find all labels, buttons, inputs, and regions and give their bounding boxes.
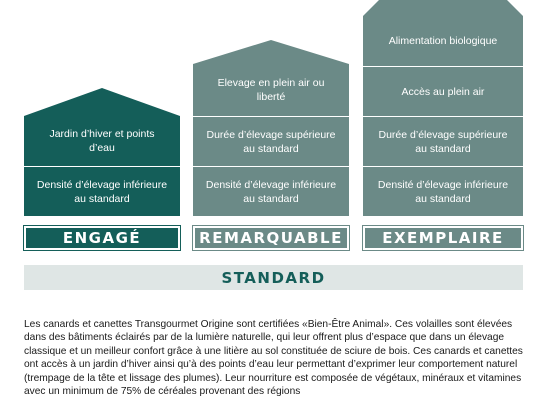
criterion-exemplaire-3 <box>363 117 523 166</box>
roof-exemplaire <box>363 0 523 16</box>
criterion-exemplaire-4 <box>363 167 523 216</box>
criterion-text: Elevage en plein air ou liberté <box>217 77 325 103</box>
criterion-remarquable-2 <box>193 117 349 166</box>
criterion-text: Accès au plein air <box>401 85 485 98</box>
criterion-engage-2 <box>24 167 180 216</box>
criterion-exemplaire-2 <box>363 67 523 116</box>
roof-engage <box>24 88 180 116</box>
roof-remarquable <box>193 40 349 64</box>
level-label-exemplaire: EXEMPLAIRE <box>363 226 523 250</box>
level-label-remarquable: REMARQUABLE <box>193 226 349 250</box>
column-exemplaire <box>363 0 523 252</box>
criterion-text: Durée d’élevage supérieure au standard <box>206 128 336 155</box>
level-label-engage: ENGAGÉ <box>24 226 180 250</box>
criterion-exemplaire-1 <box>363 16 523 66</box>
column-remarquable <box>193 0 349 252</box>
criterion-text: Alimentation biologique <box>388 35 498 47</box>
standard-bar: STANDARD <box>24 265 523 290</box>
criterion-engage-1 <box>24 116 180 166</box>
criterion-text: Durée d’élevage supérieure au standard <box>378 128 508 155</box>
criterion-remarquable-3 <box>193 167 349 216</box>
description-paragraph: Les canards et canettes Transgourmet Origine sont certifiées «Bien-Être Animal». Ces volailles sont élevées dans des bâtiments éclairés par de la lumière naturelle, qui leur offrent plus d’espace que dans un élevage classique et un meilleur confort grâce à une litière au sol constituée de sciure de bois. Ces canards et canettes ont accès à un jardin d’hiver ainsi qu’à des points d’eau leur permettant d’exprimer leur comportement naturel (trempage de la tête et lissage des plumes). Leur nourriture est composée de végétaux, minéraux et vitamines avec un minimum de 75% de céréales provenant des régions <box>24 319 523 398</box>
criterion-text: Jardin d’hiver et points d’eau <box>49 128 155 154</box>
criterion-text: Densité d’élevage inférieure au standard <box>36 178 168 205</box>
criterion-text: Densité d’élevage inférieure au standard <box>377 178 509 205</box>
column-engage <box>24 0 180 252</box>
criterion-remarquable-1 <box>193 64 349 116</box>
criterion-text: Densité d’élevage inférieure au standard <box>205 178 337 205</box>
